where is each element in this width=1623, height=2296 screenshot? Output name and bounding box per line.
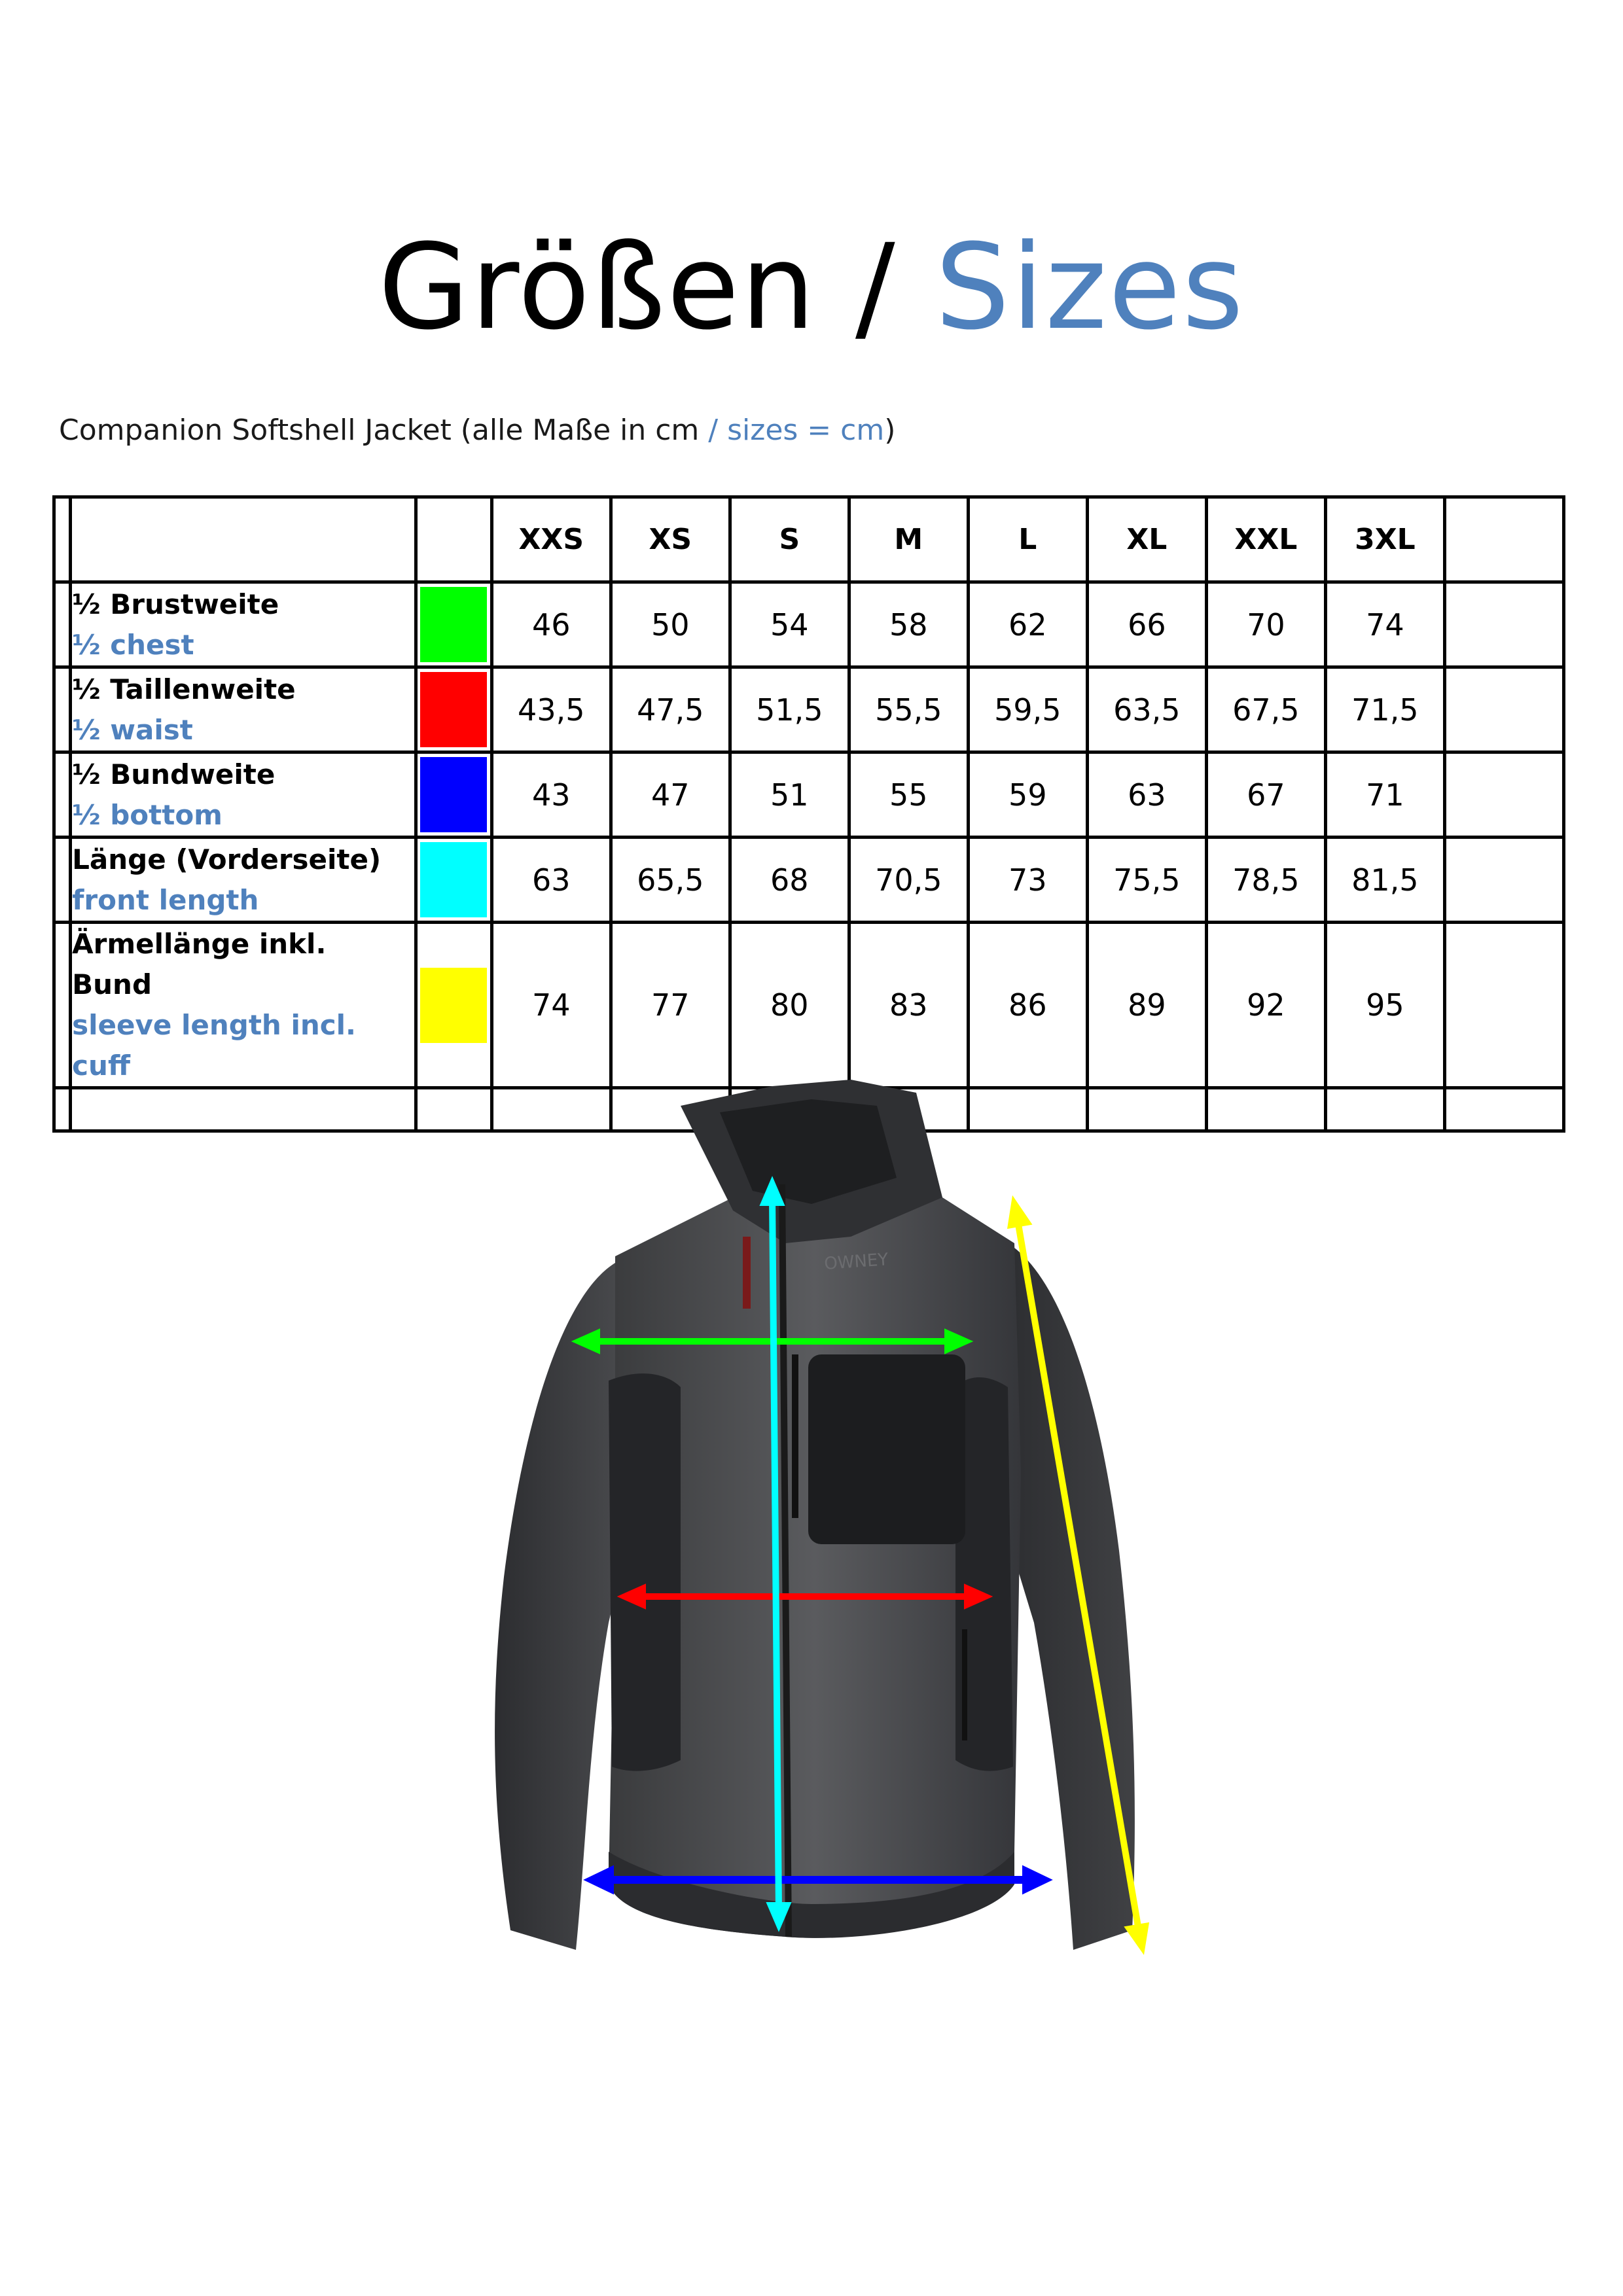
margin-cell (54, 667, 71, 752)
table-cell: 83 (849, 923, 968, 1088)
color-swatch-cell (416, 838, 492, 923)
table-cell: 63 (1087, 752, 1206, 838)
table-cell: 70 (1206, 582, 1325, 667)
measurement-label (71, 923, 416, 1088)
size-header-xxs: XXS (491, 497, 611, 582)
color-swatch (420, 757, 487, 832)
measurement-label (71, 582, 416, 667)
table-cell: 43 (491, 752, 611, 838)
table-cell: 51,5 (730, 667, 849, 752)
measurement-label-de: Ärmellänge inkl. Bund (72, 928, 327, 1000)
table-cell: 51 (730, 752, 849, 838)
empty-cell (71, 1088, 416, 1131)
size-header-xl: XL (1087, 497, 1206, 582)
table-cell: 78,5 (1206, 838, 1325, 923)
table-cell: 75,5 (1087, 838, 1206, 923)
margin-cell (54, 838, 71, 923)
hand-pocket-zip (962, 1629, 967, 1740)
table-cell: 86 (968, 923, 1087, 1088)
size-header-s: S (730, 497, 849, 582)
margin-cell (54, 582, 71, 667)
subtitle-en: sizes = cm (718, 414, 885, 447)
table-cell: 62 (968, 582, 1087, 667)
table-cell: 89 (1087, 923, 1206, 1088)
color-swatch-cell (416, 752, 492, 838)
color-swatch (420, 842, 487, 917)
color-swatch (420, 587, 487, 662)
size-table-body (54, 497, 1564, 1131)
table-cell: 71 (1325, 752, 1444, 838)
measurement-label-en: ½ waist (72, 713, 193, 746)
table-cell: 63 (491, 838, 611, 923)
brand-logo: OWNEY (823, 1250, 889, 1274)
table-cell: 66 (1087, 582, 1206, 667)
table-cell: 70,5 (849, 838, 968, 923)
empty-cell (1444, 752, 1563, 838)
table-cell: 47 (611, 752, 730, 838)
table-cell: 59 (968, 752, 1087, 838)
table-cell: 50 (611, 582, 730, 667)
jacket-illustration (445, 1080, 1204, 1983)
empty-cell (1444, 838, 1563, 923)
measurement-label-en: front length (72, 883, 259, 916)
subtitle-end: ) (884, 414, 896, 447)
table-cell: 67,5 (1206, 667, 1325, 752)
empty-cell (1325, 1088, 1444, 1131)
size-header-m: M (849, 497, 968, 582)
table-cell: 46 (491, 582, 611, 667)
header-swatch-cell (416, 497, 492, 582)
color-swatch-cell (416, 667, 492, 752)
title-de: Größen (378, 219, 817, 356)
table-cell: 73 (968, 838, 1087, 923)
table-cell: 43,5 (491, 667, 611, 752)
header-label-cell (71, 497, 416, 582)
size-header-l: L (968, 497, 1087, 582)
measurement-label-de: ½ Brustweite (72, 588, 279, 620)
table-cell: 67 (1206, 752, 1325, 838)
margin-cell (54, 497, 71, 582)
table-cell: 47,5 (611, 667, 730, 752)
table-cell: 58 (849, 582, 968, 667)
table-cell: 92 (1206, 923, 1325, 1088)
table-cell: 63,5 (1087, 667, 1206, 752)
subtitle (59, 411, 895, 450)
empty-cell (54, 1088, 71, 1131)
empty-cell (1206, 1088, 1325, 1131)
measurement-label-en: ½ bottom (72, 798, 223, 831)
measurement-label-de: Länge (Vorderseite) (72, 843, 382, 875)
empty-cell (1444, 923, 1563, 1088)
color-swatch-cell (416, 582, 492, 667)
table-cell: 59,5 (968, 667, 1087, 752)
table-header-row (54, 497, 1564, 582)
table-cell: 68 (730, 838, 849, 923)
margin-cell (54, 752, 71, 838)
table-cell: 77 (611, 923, 730, 1088)
table-cell: 80 (730, 923, 849, 1088)
measurement-label (71, 838, 416, 923)
chest-pocket (808, 1354, 965, 1544)
margin-cell (54, 923, 71, 1088)
measurement-row (54, 838, 1564, 923)
table-cell: 55,5 (849, 667, 968, 752)
title-separator: / (816, 219, 935, 356)
title-en: Sizes (935, 219, 1245, 356)
measurement-row (54, 752, 1564, 838)
table-cell: 81,5 (1325, 838, 1444, 923)
measurement-label (71, 667, 416, 752)
measurement-label-en: sleeve length incl. cuff (72, 1009, 356, 1082)
measurement-row (54, 667, 1564, 752)
color-swatch-cell (416, 923, 492, 1088)
table-cell: 55 (849, 752, 968, 838)
pocket-zip (792, 1354, 798, 1518)
size-table (52, 495, 1565, 1133)
size-header-3xl: 3XL (1325, 497, 1444, 582)
page-title (0, 216, 1623, 360)
subtitle-slash: / (708, 414, 719, 447)
empty-cell (1444, 582, 1563, 667)
measurement-label (71, 752, 416, 838)
table-cell: 54 (730, 582, 849, 667)
measurement-row (54, 923, 1564, 1088)
measurement-label-de: ½ Bundweite (72, 758, 276, 790)
measurement-label-en: ½ chest (72, 628, 194, 661)
color-swatch (420, 968, 487, 1043)
measurement-label-de: ½ Taillenweite (72, 673, 296, 705)
subtitle-de: Companion Softshell Jacket (alle Maße in cm (59, 414, 709, 447)
zip-puller (743, 1237, 751, 1309)
measurement-row (54, 582, 1564, 667)
table-cell: 95 (1325, 923, 1444, 1088)
size-header-xxl: XXL (1206, 497, 1325, 582)
table-cell: 74 (1325, 582, 1444, 667)
empty-cell (1444, 1088, 1563, 1131)
left-side-panel (609, 1373, 681, 1771)
color-swatch (420, 672, 487, 747)
table-cell: 65,5 (611, 838, 730, 923)
header-empty-cell (1444, 497, 1563, 582)
table-cell: 71,5 (1325, 667, 1444, 752)
table-cell: 74 (491, 923, 611, 1088)
size-header-xs: XS (611, 497, 730, 582)
empty-cell (1444, 667, 1563, 752)
